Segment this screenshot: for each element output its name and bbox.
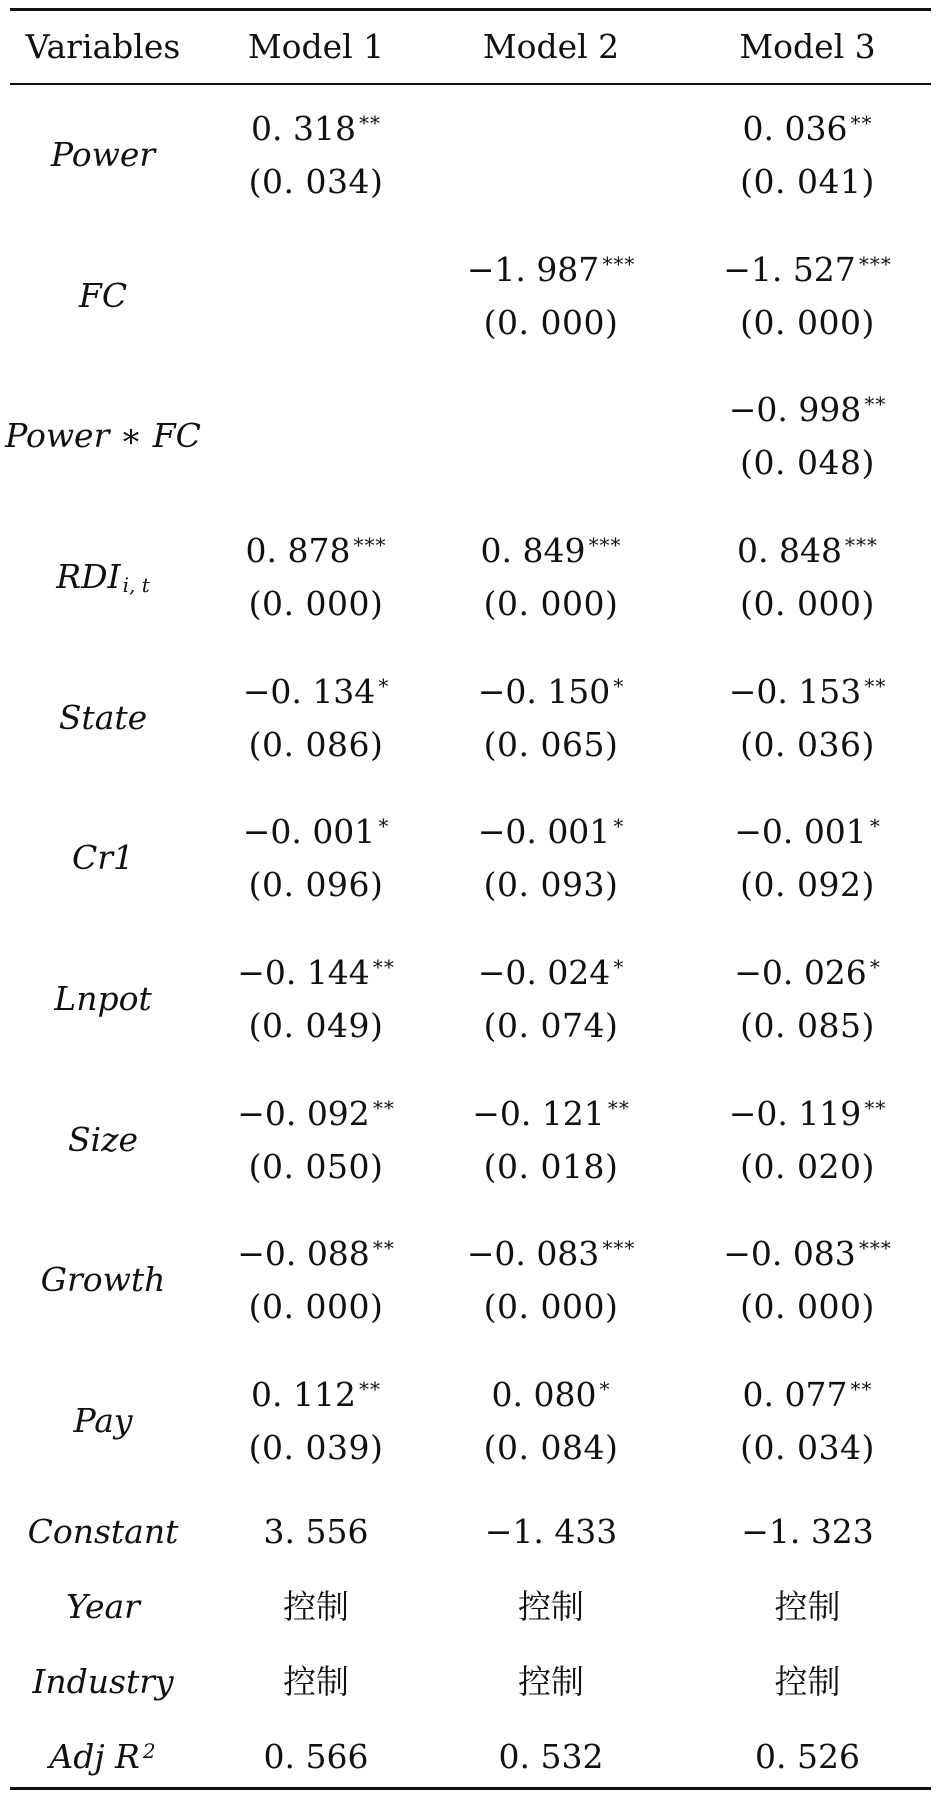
value-cell: 控制 bbox=[518, 1587, 584, 1626]
pvalue-cell: (0. 093) bbox=[483, 865, 619, 904]
pvalue-cell: (0. 050) bbox=[248, 1147, 384, 1186]
row-label-fc: FC bbox=[78, 276, 128, 315]
pvalue-cell: (0. 000) bbox=[483, 1287, 619, 1326]
value-cell: 3. 556 bbox=[263, 1512, 369, 1551]
coef-cell: 0. 848 *** bbox=[737, 531, 878, 570]
row-label-year: Year bbox=[66, 1587, 140, 1626]
row-label-rdi: RDI $_{i, t}$ bbox=[56, 557, 150, 597]
pvalue-cell: (0. 000) bbox=[740, 584, 875, 623]
coef-cell: −0. 153 ** bbox=[728, 672, 887, 711]
pvalue-cell: (0. 018) bbox=[483, 1147, 619, 1186]
coef-cell: −0. 026 * bbox=[734, 953, 881, 992]
top-rule bbox=[10, 8, 931, 11]
row-label-pay: Pay bbox=[73, 1401, 133, 1440]
pvalue-cell: (0. 065) bbox=[483, 725, 619, 764]
coef-cell: 0. 080 * bbox=[491, 1375, 611, 1414]
pvalue-cell: (0. 000) bbox=[248, 1287, 384, 1326]
row-label-size: Size bbox=[67, 1120, 139, 1159]
coef-cell: −0. 150 * bbox=[477, 672, 625, 711]
value-cell: 控制 bbox=[283, 1587, 349, 1626]
pvalue-cell: (0. 096) bbox=[248, 865, 384, 904]
coef-cell: −0. 001 * bbox=[477, 812, 625, 851]
coef-cell: 0. 077 ** bbox=[742, 1375, 873, 1414]
coef-cell: −0. 134 * bbox=[242, 672, 390, 711]
coef-cell: −0. 121 ** bbox=[472, 1094, 630, 1133]
header-variables: Variables bbox=[25, 27, 181, 66]
pvalue-cell: (0. 085) bbox=[740, 1006, 875, 1045]
pvalue-cell: (0. 000) bbox=[740, 1287, 875, 1326]
coef-cell: −0. 998 ** bbox=[728, 390, 887, 429]
pvalue-cell: (0. 034) bbox=[248, 162, 384, 201]
row-label-adj-r2: Adj R $^2$ bbox=[49, 1737, 157, 1776]
row-label-state: State bbox=[58, 698, 148, 737]
coef-cell: −0. 001 * bbox=[242, 812, 390, 851]
value-cell: 控制 bbox=[774, 1587, 841, 1626]
coef-cell: −0. 083 *** bbox=[723, 1234, 892, 1273]
pvalue-cell: (0. 000) bbox=[740, 303, 875, 342]
pvalue-cell: (0. 000) bbox=[248, 584, 384, 623]
coef-cell: −0. 144 ** bbox=[237, 953, 395, 992]
value-cell: −1. 323 bbox=[741, 1512, 874, 1551]
coef-cell: −0. 119 ** bbox=[728, 1094, 887, 1133]
pvalue-cell: (0. 086) bbox=[248, 725, 384, 764]
pvalue-cell: (0. 036) bbox=[740, 725, 875, 764]
pvalue-cell: (0. 074) bbox=[483, 1006, 619, 1045]
value-cell: 控制 bbox=[283, 1662, 349, 1701]
pvalue-cell: (0. 041) bbox=[740, 162, 875, 201]
coef-cell: 0. 318 ** bbox=[251, 109, 381, 148]
value-cell: 0. 566 bbox=[263, 1737, 369, 1776]
pvalue-cell: (0. 039) bbox=[248, 1428, 384, 1467]
coef-cell: −1. 987 *** bbox=[466, 250, 636, 289]
coef-cell: −0. 088 ** bbox=[237, 1234, 395, 1273]
coef-cell: −0. 083 *** bbox=[466, 1234, 636, 1273]
pvalue-cell: (0. 049) bbox=[248, 1006, 384, 1045]
coef-cell: −1. 527 *** bbox=[723, 250, 892, 289]
row-label-lnpot: Lnpot bbox=[54, 979, 152, 1018]
row-label-industry: Industry bbox=[32, 1662, 174, 1701]
coef-cell: 0. 112 ** bbox=[251, 1375, 381, 1414]
header-model-2: Model 2 bbox=[482, 27, 620, 66]
pvalue-cell: (0. 000) bbox=[483, 584, 619, 623]
header-rule bbox=[10, 83, 931, 85]
bottom-rule bbox=[10, 1787, 931, 1790]
header-model-3: Model 3 bbox=[739, 27, 876, 66]
pvalue-cell: (0. 000) bbox=[483, 303, 619, 342]
coef-cell: 0. 036 ** bbox=[742, 109, 873, 148]
row-label-growth: Growth bbox=[40, 1260, 166, 1299]
coef-cell: −0. 001 * bbox=[734, 812, 881, 851]
coef-cell: −0. 024 * bbox=[477, 953, 625, 992]
header-model-1: Model 1 bbox=[247, 27, 385, 66]
value-cell: −1. 433 bbox=[484, 1512, 618, 1551]
pvalue-cell: (0. 092) bbox=[740, 865, 875, 904]
pvalue-cell: (0. 020) bbox=[740, 1147, 875, 1186]
coef-cell: −0. 092 ** bbox=[237, 1094, 395, 1133]
value-cell: 0. 532 bbox=[498, 1737, 604, 1776]
pvalue-cell: (0. 084) bbox=[483, 1428, 619, 1467]
coef-cell: 0. 878 *** bbox=[245, 531, 387, 570]
row-label-power: Power bbox=[50, 135, 156, 174]
pvalue-cell: (0. 034) bbox=[740, 1428, 875, 1467]
row-label-power-fc: Power ∗ FC bbox=[5, 416, 201, 455]
value-cell: 控制 bbox=[518, 1662, 584, 1701]
row-label-cr1: Cr1 bbox=[71, 838, 135, 877]
value-cell: 控制 bbox=[774, 1662, 841, 1701]
pvalue-cell: (0. 048) bbox=[740, 443, 875, 482]
coef-cell: 0. 849 *** bbox=[480, 531, 622, 570]
value-cell: 0. 526 bbox=[755, 1737, 860, 1776]
row-label-constant: Constant bbox=[27, 1512, 179, 1551]
